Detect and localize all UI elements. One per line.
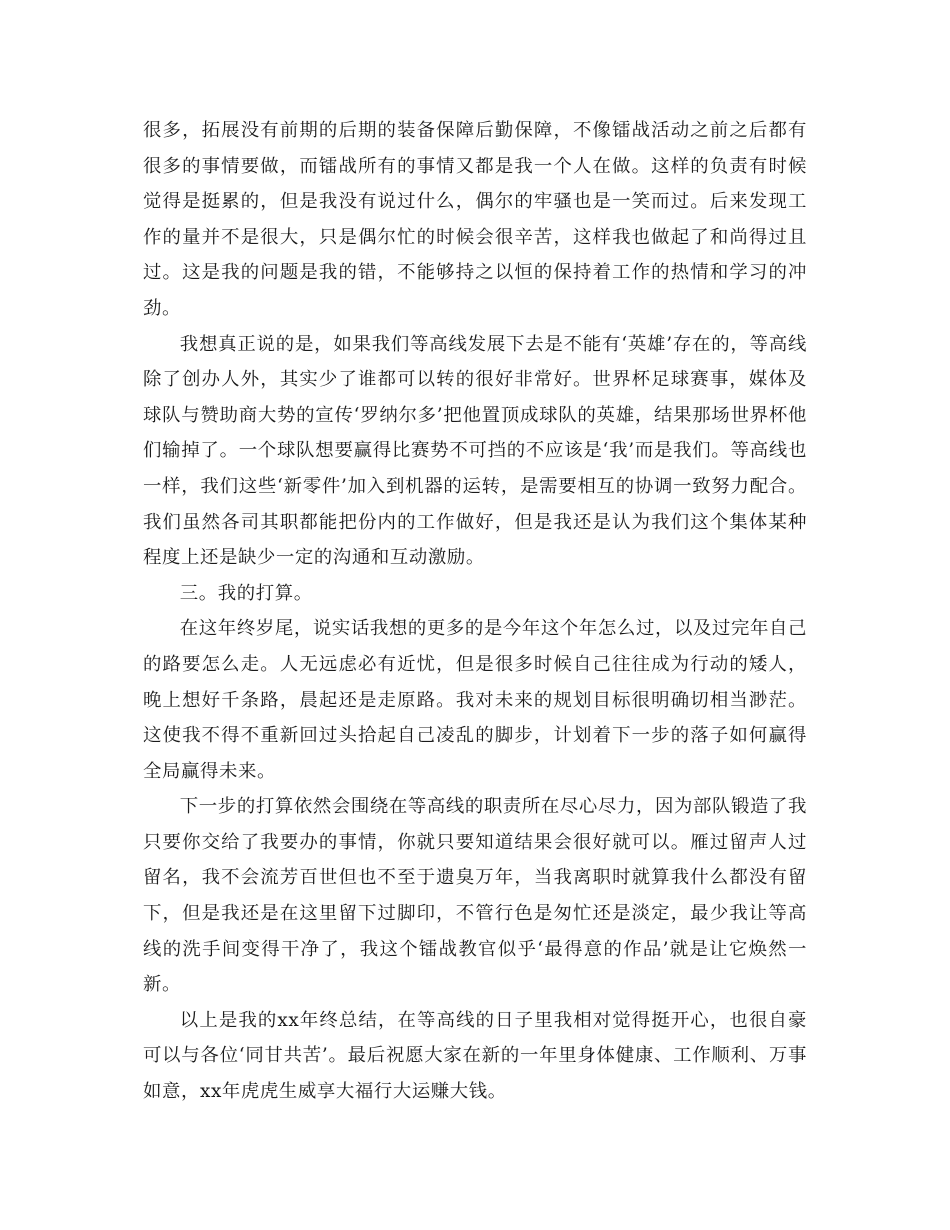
paragraph-3: 在这年终岁尾，说实话我想的更多的是今年这个年怎么过，以及过完年自己的路要怎么走。人无远虑必有近忧，但是很多时候自己往往成为行动的矮人，晚上想好千条路，晨起还是走原路。我对未来的规划目标很明确切相当渺茫。这使我不得不重新回过头拾起自己凌乱的脚步，计划着下一步的落子如何赢得全局赢得未来。 <box>143 618 807 782</box>
paragraph-4: 下一步的打算依然会围绕在等高线的职责所在尽心尽力，因为部队锻造了我只要你交给了我要办的事情，你就只要知道结果会很好就可以。雁过留声人过留名，我不会流芳百世但也不至于遗臭万年，当我离职时就算我什么都没有留下，但是我还是在这里留下过脚印，不管行色是匆忙还是淡定，最少我让等高线的洗手间变得干净了，我这个镭战教官似乎‘最得意的作品’就是让它焕然一新。 <box>143 796 807 996</box>
section-heading-plan: 三。我的打算。 <box>179 582 313 604</box>
paragraph-1: 很多，拓展没有前期的后期的装备保障后勤保障，不像镭战活动之前之后都有很多的事情要做，而镭战所有的事情又都是我一个人在做。这样的负责有时候觉得是挺累的，但是我没有说过什么，偶尔的牢骚也是一笑而过。后来发现工作的量并不是很大，只是偶尔忙的时候会很辛苦，这样我也做起了和尚得过且过。这是我的问题是我的错，不能够持之以恒的保持着工作的热情和学习的冲劲。 <box>143 120 807 319</box>
document-body <box>143 113 807 1110</box>
paragraph-2: 我想真正说的是，如果我们等高线发展下去是不能有‘英雄’存在的，等高线除了创办人外，其实少了谁都可以转的很好非常好。世界杯足球赛事，媒体及球队与赞助商大势的宣传‘罗纳尔多’把他置顶成球队的英雄，结果那场世界杯他们输掉了。一个球队想要赢得比赛势不可挡的不应该是‘我’而是我们。等高线也一样，我们这些‘新零件’加入到机器的运转，是需要相互的协调一致努力配合。我们虽然各司其职都能把份内的工作做好，但是我还是认为我们这个集体某种程度上还是缺少一定的沟通和互动激励。 <box>143 333 807 569</box>
paragraph-5: 以上是我的xx年终总结，在等高线的日子里我相对觉得挺开心，也很自豪可以与各位‘同甘共苦’。最后祝愿大家在新的一年里身体健康、工作顺利、万事如意，xx年虎虎生威享大福行大运赚大钱。 <box>143 1009 807 1103</box>
